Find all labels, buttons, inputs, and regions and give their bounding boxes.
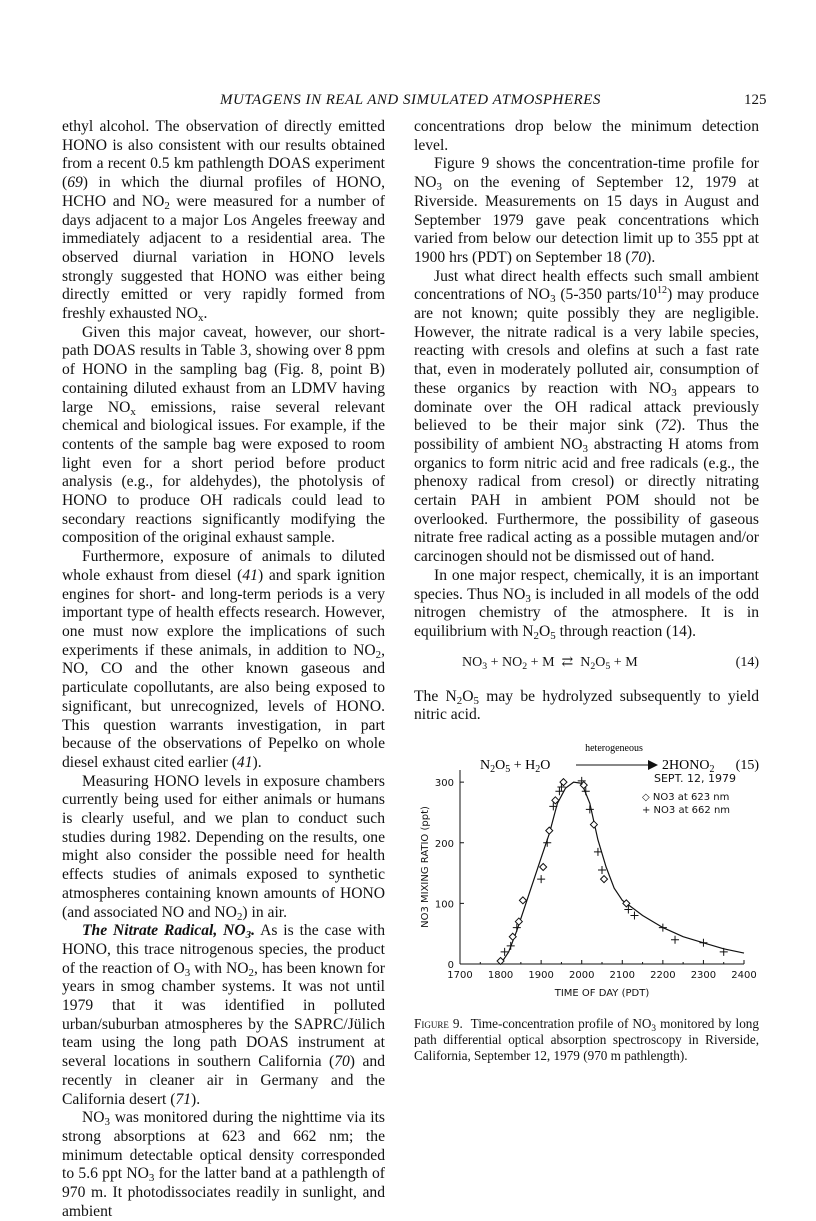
data-point-623nm <box>590 821 597 828</box>
running-title: MUTAGENS IN REAL AND SIMULATED ATMOSPHERES <box>220 92 601 108</box>
x-tick-label: 2400 <box>731 970 757 981</box>
x-tick-label: 1900 <box>528 970 554 981</box>
equation-lhs: $N_2O_5 + H_2O$ <box>480 758 551 776</box>
paragraph: Given this major caveat, however, our short-path DOAS results in Table 3, showing over 8 ppm of HONO in the sampling bag (Fig. 8, point B) containing diluted exhaust from an LDMV having large $NO_x$ emissions, raise several relevant chemical and biological issues. For example, if the contents of the sample bag were exposed to room light even for a short period before product analysis (e.g., for aldehydes), the photolysis of HONO to produce OH radicals could lead to secondary reactions significantly modifying the composition of the original exhaust sample. <box>62 323 385 547</box>
data-point-662nm <box>659 924 667 932</box>
x-tick-label: 2000 <box>568 970 595 981</box>
page-number: 125 <box>744 92 767 108</box>
arrow-label: heterogeneous <box>585 743 643 755</box>
y-tick-label: 0 <box>447 960 454 971</box>
section-heading: The Nitrate Radical, $NO_3$. <box>82 922 256 942</box>
legend-entry: + NO3 at 662 nm <box>642 805 731 816</box>
data-point-623nm <box>540 864 547 871</box>
x-tick-label: 2200 <box>650 970 676 981</box>
x-axis-label: TIME OF DAY (PDT) <box>554 988 650 999</box>
data-point-662nm <box>598 866 606 874</box>
data-point-662nm <box>630 912 638 920</box>
paragraph: Just what direct health effects such small ambient concentrations of $NO_3$ (5-350 parts/$10^{12}$) may produce are not known; quite possibly they are negligible. However, the nitrate radical is a very labile species, reacting with cresols and olefins at such a fast rate that, even in moderately polluted air, consumption of these organics by reaction with $NO_3$ appears to dominate over the OH radical attack previously believed to be their major sink (72). Thus the possibility of ambient $NO_3$ abstracting H atoms from organics to form nitric acid and free radicals (e.g., the phenoxy radical from cresol) or directly nitrating certain PAH in ambient POM should not be overlooked. Furthermore, the possibility of gaseous nitrate free radical acting as a possible mutagen and/or carcinogen should not be dismissed out of hand. <box>414 267 760 566</box>
no3-time-profile-chart <box>414 760 759 1010</box>
data-point-662nm <box>543 839 551 847</box>
data-point-623nm <box>546 827 553 834</box>
data-point-623nm <box>519 897 526 904</box>
chart-title: SEPT. 12, 1979 <box>654 772 736 785</box>
paragraph: In one major respect, chemically, it is an important species. Thus $NO_3$ is included in all models of the odd nitrogen chemistry of the atmosphere. It is in equilibrium with $N_2O_5$ through reaction (14). <box>414 566 759 642</box>
y-tick-label: 100 <box>434 899 454 911</box>
data-point-662nm <box>586 805 594 813</box>
data-point-662nm <box>507 942 515 950</box>
right-column <box>414 118 759 805</box>
y-tick-label: 200 <box>434 838 454 850</box>
x-tick-label: 2100 <box>609 970 636 981</box>
paragraph: Measuring HONO levels in exposure chambers currently being used for either animals or humans is clearly useful, and we plan to conduct such studies during 1982. Depending on the results, one might also consider the possible need for health effects studies of animals exposed to synthetic atmospheres containing known amounts of HONO (and associated NO and $NO_2$) in air. <box>62 772 385 923</box>
x-tick-label: 2300 <box>690 970 717 981</box>
figure-9 <box>414 760 759 1060</box>
data-point-623nm <box>497 957 504 964</box>
data-point-662nm <box>671 936 679 944</box>
page-header <box>0 92 816 112</box>
equation-body: $NO_3 + NO_2 + M$ ⇄ $N_2O_5 + M$ <box>462 654 638 672</box>
paragraph: $NO_3$ was monitored during the nighttime via its strong absorptions at 623 and 662 nm; the minimum detectable optical density corresponded to 5.6 ppt $NO_3$ for the latter band at a pathlength of 970 m. It photodissociates readily in sunlight, and ambient <box>62 1109 386 1220</box>
paragraph: concentrations drop below the minimum detection level. <box>414 118 759 154</box>
x-tick-label: 1800 <box>487 970 514 981</box>
equation-number: (14) <box>735 654 759 670</box>
left-column <box>62 118 385 1221</box>
y-tick-label: 300 <box>434 778 454 790</box>
x-tick-label: 1700 <box>447 970 473 981</box>
figure-caption: Figure 9. Time-concentration profile of $NO_3$ monitored by long path differential optical absorption spectroscopy in Riverside, California, September 12, 1979 (970 m pathlength). <box>414 1016 759 1063</box>
data-point-662nm <box>699 939 707 947</box>
paragraph: The Nitrate Radical, $NO_3$. As is the case with HONO, this trace nitrogenous species, the product of the reaction of $O_3$ with $NO_2$, has been known for years in smog chamber systems. It was not until 1979 that it was identified in polluted urban/suburban atmospheres by the SAPRC/Jülich team using the long path DOAS instrument at several locations in southern California (70) and recently in cleaner air in Germany and the California desert (71). <box>62 922 385 1108</box>
paragraph: The $N_2O_5$ may be hydrolyzed subsequently to yield nitric acid. <box>414 687 760 724</box>
paragraph: ethyl alcohol. The observation of directly emitted HONO is also consistent with our results obtained from a recent 0.5 km pathlength DOAS experiment (69) in which the diurnal profiles of HONO, HCHO and $NO_2$ were measured for a number of days adjacent to a major Los Angeles freeway and immediately adjacent to a residential area. The observed diurnal variation in HONO levels strongly suggested that HONO was either being directly emitted or very rapidly formed from freshly exhausted $NO_x$. <box>62 118 385 325</box>
legend-entry: ◇ NO3 at 623 nm <box>642 792 730 803</box>
equation-number: (15) <box>735 758 759 774</box>
y-axis-label: NO3 MIXING RATIO (ppt) <box>420 806 431 928</box>
equation-14 <box>414 642 759 688</box>
data-point-662nm <box>537 875 545 883</box>
data-point-623nm <box>601 876 608 883</box>
paragraph: Furthermore, exposure of animals to diluted whole exhaust from diesel (41) and spark ignition engines for short- and long-term periods is a very important type of health effects research. However, one must now explore the implications of such experiments if these animals, in addition to $NO_2$, NO, CO and the other known gaseous and particulate copollutants, are also being exposed to significant, but unrecognized, levels of HONO. This question warrants investigation, in part because of the observations of Pepelko on whole diesel exhaust cited earlier (41). <box>62 548 386 771</box>
equation-rhs: $2HONO_2$ <box>662 758 715 776</box>
paragraph: Figure 9 shows the concentration-time profile for $NO_3$ on the evening of September 12, 1979 at Riverside. Measurements on 15 days in August and September 1979 gave peak concentrations which varied from below our detection limit up to 355 ppt at 1900 hrs (PDT) on September 18 (70). <box>414 155 759 266</box>
